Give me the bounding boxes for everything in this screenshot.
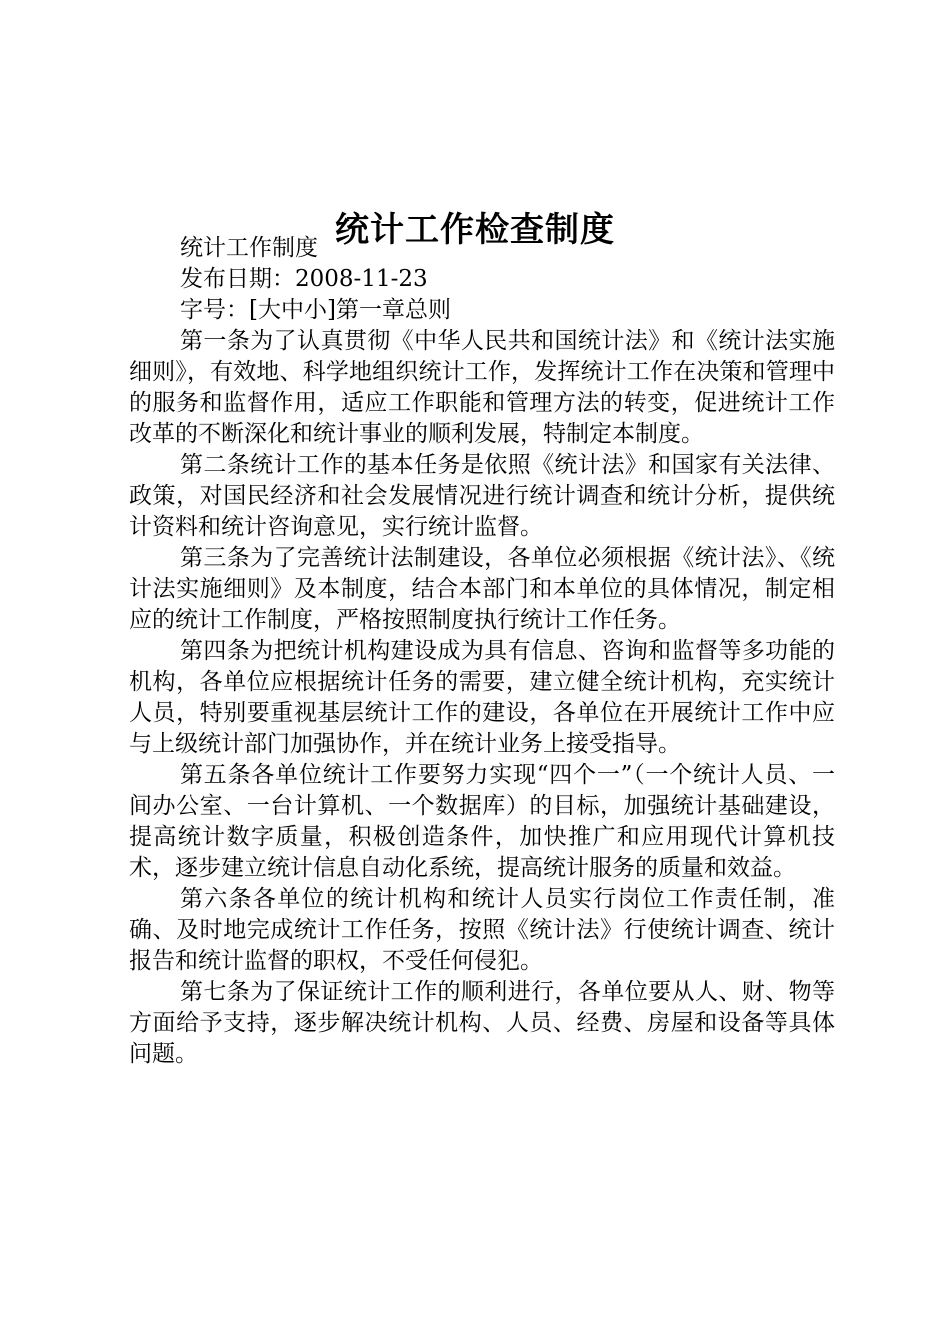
article-4: 第四条为把统计机构建设成为具有信息、咨询和监督等多功能的机构，各单位应根据统计任务的需要，建立健全统计机构，充实统计人员，特别要重视基层统计工作的建设，各单位在开展统计工作中应与上级统计部门加强协作，并在统计业务上接受指导。 <box>129 638 835 757</box>
document-body <box>129 233 835 1070</box>
document-title: 统计工作检查制度 <box>335 209 615 250</box>
document-subtitle: 统计工作制度 <box>180 235 318 261</box>
article-1: 第一条为了认真贯彻《中华人民共和国统计法》和《统计法实施细则》，有效地、科学地组织统计工作，发挥统计工作在决策和管理中的服务和监督作用，适应工作职能和管理方法的转变，促进统计工作改革的不断深化和统计事业的顺利发展，特制定本制度。 <box>129 328 835 447</box>
font-size-chapter-line: 字号：[大中小]第一章总则 <box>180 297 451 323</box>
publish-date: 发布日期：2008-11-23 <box>180 266 428 292</box>
article-3: 第三条为了完善统计法制建设，各单位必须根据《统计法》、《统计法实施细则》及本制度，结合本部门和本单位的具体情况，制定相应的统计工作制度，严格按照制度执行统计工作任务。 <box>129 545 835 633</box>
article-6: 第六条各单位的统计机构和统计人员实行岗位工作责任制，准确、及时地完成统计工作任务，按照《统计法》行使统计调查、统计报告和统计监督的职权，不受任何侵犯。 <box>129 886 835 974</box>
article-2: 第二条统计工作的基本任务是依照《统计法》和国家有关法律、政策，对国民经济和社会发展情况进行统计调查和统计分析，提供统计资料和统计咨询意见，实行统计监督。 <box>129 452 835 540</box>
article-7: 第七条为了保证统计工作的顺利进行，各单位要从人、财、物等方面给予支持，逐步解决统计机构、人员、经费、房屋和设备等具体问题。 <box>129 979 835 1067</box>
article-5: 第五条各单位统计工作要努力实现“四个一”（一个统计人员、一间办公室、一台计算机、一个数据库）的目标，加强统计基础建设，提高统计数字质量，积极创造条件，加快推广和应用现代计算机技术，逐步建立统计信息自动化系统，提高统计服务的质量和效益。 <box>129 762 835 881</box>
